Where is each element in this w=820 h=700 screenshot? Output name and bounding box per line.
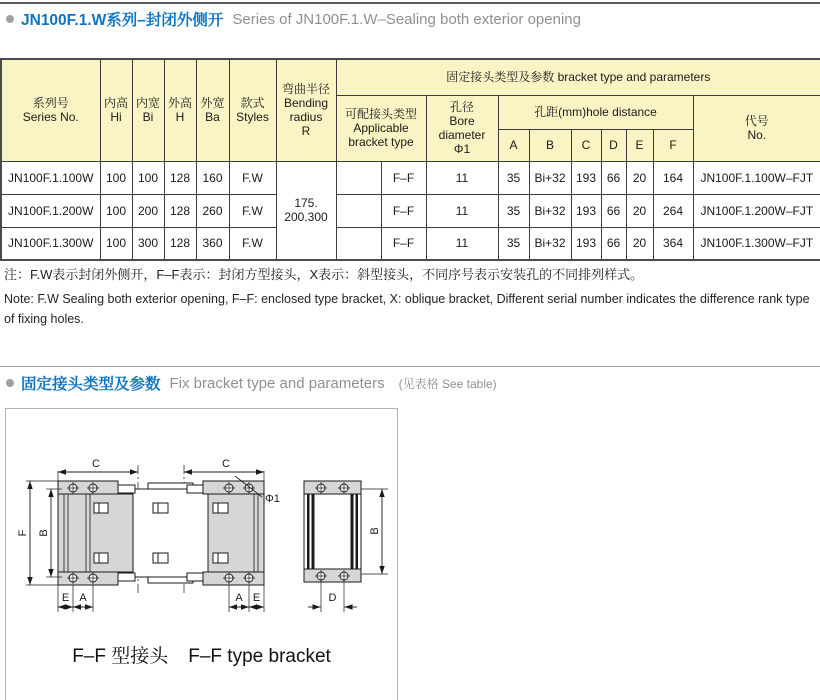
dim-e-right-label: E bbox=[252, 592, 261, 604]
group-header-bracket-params: 固定接头类型及参数 bracket type and parameters bbox=[336, 59, 820, 95]
dim-c-left-label: C bbox=[92, 458, 100, 470]
dim-b-right-label: B bbox=[369, 527, 381, 535]
note-zh: 注：F.W表示封闭外侧开，F–F表示：封闭方型接头，X表示：斜型接头，不同序号表示安装孔的不同排列样式。 bbox=[4, 267, 644, 282]
cell-bracket-image-empty bbox=[336, 161, 381, 194]
table-row: JN100F.1.300W 100 300 128 360 F.W F–F 11 35 Bi+32 193 66 20 364 JN100F.1.300W–FJT bbox=[1, 227, 820, 260]
cell-series: JN100F.1.200W bbox=[1, 194, 100, 227]
section2-title-en: Fix bracket type and parameters bbox=[169, 374, 385, 392]
cell-no: JN100F.1.200W–FJT bbox=[693, 194, 820, 227]
col-header-styles: 款式 Styles bbox=[229, 59, 276, 161]
middle-link bbox=[133, 483, 208, 583]
cell-bracket-image-empty bbox=[336, 227, 381, 260]
drawing-caption-en: F–F type bracket bbox=[188, 646, 331, 667]
cell-series: JN100F.1.100W bbox=[1, 161, 100, 194]
top-rule bbox=[0, 2, 820, 4]
bracket-technical-drawing bbox=[6, 409, 397, 629]
section2-title bbox=[6, 372, 497, 394]
col-header-no: 代号 No. bbox=[693, 95, 820, 161]
note-en: Note: F.W Sealing both exterior opening, F–F: enclosed type bracket, X: oblique bracket, Different serial number indicates the difference rank type of fixing holes. bbox=[4, 292, 810, 326]
dim-a-right-label: A bbox=[235, 592, 243, 604]
subcol-f: F bbox=[653, 129, 693, 161]
dim-b-left-label: B bbox=[38, 529, 50, 537]
table-row: JN100F.1.200W 100 200 128 260 F.W F–F 11 35 Bi+32 193 66 20 264 JN100F.1.200W–FJT bbox=[1, 194, 820, 227]
cell-no: JN100F.1.300W–FJT bbox=[693, 227, 820, 260]
dim-d-label: D bbox=[328, 592, 337, 604]
drawing-panel bbox=[5, 408, 398, 700]
dim-a-left-label: A bbox=[79, 592, 87, 604]
spec-table bbox=[0, 58, 820, 261]
col-header-applicable-bracket: 可配接头类型 Applicable bracket type bbox=[336, 95, 426, 161]
table-row: JN100F.1.100W 100 100 128 160 F.W 175. 200.300 F–F 11 35 Bi+32 193 66 20 164 JN100F.1.100W–FJT bbox=[1, 161, 820, 194]
section-divider-rule bbox=[0, 366, 820, 367]
cell-no: JN100F.1.100W–FJT bbox=[693, 161, 820, 194]
end-view bbox=[304, 481, 361, 582]
col-header-ba: 外宽 Ba bbox=[196, 59, 229, 161]
cell-series: JN100F.1.300W bbox=[1, 227, 100, 260]
col-header-hi: 内高 Hi bbox=[100, 59, 132, 161]
dim-e-left-label: E bbox=[61, 592, 70, 604]
col-header-hole-distance: 孔距(mm)hole distance bbox=[498, 95, 693, 129]
bullet-icon bbox=[6, 379, 14, 387]
section2-title-zh: 固定接头类型及参数 bbox=[21, 376, 161, 393]
col-header-h: 外高 H bbox=[164, 59, 196, 161]
section1-title-zh: JN100F.1.W系列–封闭外侧开 bbox=[21, 12, 224, 29]
dim-f-label: F bbox=[17, 529, 29, 537]
dim-c-right-label: C bbox=[222, 458, 230, 470]
cell-bracket-image-empty bbox=[336, 194, 381, 227]
col-header-series: 系列号 Series No. bbox=[1, 59, 100, 161]
subcol-c: C bbox=[571, 129, 601, 161]
col-header-bi: 内宽 Bi bbox=[132, 59, 164, 161]
col-header-bending-radius: 弯曲半径 Bending radius R bbox=[276, 59, 336, 161]
cell-bending-radius: 175. 200.300 bbox=[276, 161, 336, 260]
drawing-caption-zh: F–F 型接头 bbox=[72, 646, 169, 667]
subcol-b: B bbox=[529, 129, 571, 161]
drawing-caption bbox=[6, 641, 397, 668]
subcol-a: A bbox=[498, 129, 529, 161]
table-notes bbox=[4, 265, 816, 329]
section1-title bbox=[6, 8, 581, 30]
see-table-note: (见表格 See table) bbox=[398, 376, 497, 391]
col-header-bore-diameter: 孔径 Bore diameter Φ1 bbox=[426, 95, 498, 161]
left-bracket bbox=[58, 481, 135, 585]
subcol-e: E bbox=[626, 129, 653, 161]
bullet-icon bbox=[6, 15, 14, 23]
dim-diameter-label: Φ1 bbox=[265, 493, 280, 505]
section1-title-en: Series of JN100F.1.W–Sealing both exterior opening bbox=[232, 10, 581, 28]
subcol-d: D bbox=[601, 129, 626, 161]
